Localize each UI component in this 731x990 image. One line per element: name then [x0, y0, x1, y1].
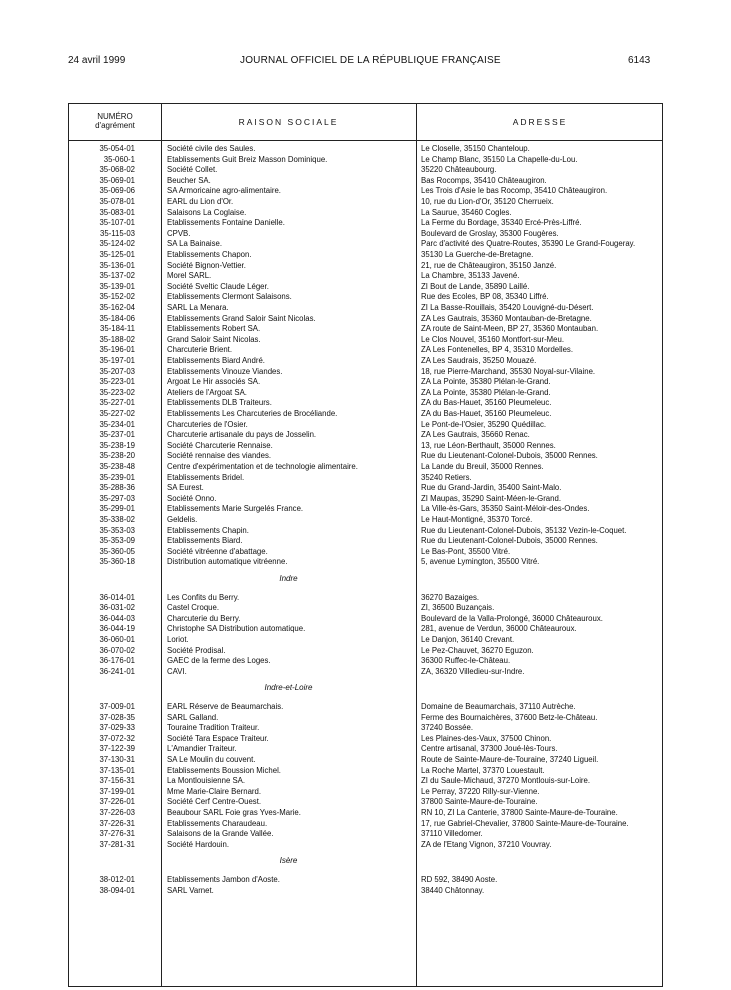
raison-sociale: Castel Croque.: [167, 603, 220, 613]
adresse: Rue du Lieutenant-Colonel-Dubois, 35000 Rennes.: [421, 451, 598, 461]
table-row: [69, 271, 664, 282]
table-row: [69, 430, 664, 441]
adresse: Les Plaines-des-Vaux, 37500 Chinon.: [421, 733, 552, 743]
agrement-number: 37-072-32: [99, 733, 135, 743]
agrement-number: 36-044-03: [99, 613, 135, 623]
agrement-number: 35-227-01: [99, 398, 135, 408]
table-row: [69, 462, 664, 473]
agrement-number: 35-360-05: [99, 546, 135, 556]
adresse: Le Haut-Montigné, 35370 Torcé.: [421, 515, 533, 524]
table-row: [69, 356, 664, 367]
adresse: ZA de l'Etang Vignon, 37210 Vouvray.: [421, 839, 552, 849]
table-row: [69, 377, 664, 388]
table-row: [69, 776, 664, 787]
adresse: RD 592, 38490 Aoste.: [421, 875, 498, 884]
adresse: ZA Les Gautrais, 35660 Renac.: [421, 430, 530, 440]
agrement-number: 37-028-35: [99, 712, 135, 722]
adresse: 37240 Bossée.: [421, 723, 474, 733]
agrement-number: 38-012-01: [99, 875, 135, 884]
raison-sociale: SA Le Moulin du couvent.: [167, 755, 256, 764]
section-title: Indre: [279, 574, 298, 583]
agrement-number: 35-068-02: [99, 165, 135, 175]
raison-sociale: Morel SARL.: [167, 271, 212, 281]
table-row: [69, 388, 664, 399]
agrement-number: 37-130-31: [99, 755, 135, 764]
raison-sociale: Société vitréenne d'abattage.: [167, 546, 268, 556]
raison-sociale: Ateliers de l'Argoat SA.: [167, 387, 247, 397]
table-row: [69, 314, 664, 325]
column-header-raison: RAISON SOCIALE: [238, 117, 339, 127]
adresse: Le Clos Nouvel, 35160 Montfort-sur-Meu.: [421, 334, 565, 344]
table-row: [69, 176, 664, 187]
agrement-number: 35-107-01: [99, 218, 135, 228]
table-row: [69, 229, 664, 240]
raison-sociale: Etablissements Boussion Michel.: [167, 765, 281, 775]
raison-sociale: Charcuterie du Berry.: [167, 613, 241, 623]
adresse: Le Closelle, 35150 Chanteloup.: [421, 144, 530, 153]
adresse: Le Champ Blanc, 35150 La Chapelle-du-Lou.: [421, 154, 578, 164]
table-row: [69, 155, 664, 166]
table-row: [69, 483, 664, 494]
raison-sociale: Charcuteries de l'Osier.: [167, 419, 248, 429]
agrement-number: 35-237-01: [99, 430, 135, 440]
raison-sociale: Charcuterie artisanale du pays de Josselin.: [167, 430, 317, 440]
adresse: ZA Les Saudrais, 35250 Mouazé.: [421, 356, 537, 365]
adresse: Les Trois d'Asie le bas Rocomp, 35410 Châteaugiron.: [421, 186, 608, 196]
adresse: ZI, 36500 Buzançais.: [421, 603, 495, 613]
agrement-number: 37-135-01: [99, 765, 135, 775]
adresse: 17, rue Gabriel-Chevalier, 37800 Sainte-Maure-de-Touraine.: [421, 818, 629, 828]
table-row: [69, 713, 664, 724]
agrement-number: 35-054-01: [99, 144, 135, 153]
adresse: 18, rue Pierre-Marchand, 35530 Noyal-sur-Vilaine.: [421, 366, 596, 376]
table-row: [69, 614, 664, 625]
agrement-number: 37-009-01: [99, 702, 135, 711]
table-row: [69, 646, 664, 657]
adresse: Boulevard de Groslay, 35300 Fougères.: [421, 228, 559, 238]
raison-sociale: Distribution automatique vitréenne.: [167, 557, 288, 567]
raison-sociale: Beucher SA.: [167, 175, 211, 185]
raison-sociale: Etablissements Biard André.: [167, 356, 265, 365]
adresse: 21, rue de Châteaugiron, 35150 Janzé.: [421, 260, 557, 270]
table-row: [69, 250, 664, 261]
table-row: [69, 635, 664, 646]
table-row: [69, 766, 664, 777]
adresse: 13, rue Léon-Berthault, 35000 Rennes.: [421, 440, 556, 450]
agrement-number: 35-125-01: [99, 250, 135, 259]
raison-sociale: Société Hardouin.: [167, 839, 229, 849]
column-header-numero-line1: NUMÉRO: [97, 112, 133, 121]
agrement-number: 37-276-31: [99, 829, 135, 839]
table-row: [69, 208, 664, 219]
table-row: [69, 494, 664, 505]
agrement-number: 35-207-03: [99, 366, 135, 376]
agrement-number: 36-241-01: [99, 666, 135, 676]
agrement-number: 37-281-31: [99, 839, 135, 849]
raison-sociale: EARL du Lion d'Or.: [167, 197, 234, 206]
raison-sociale: Les Confits du Berry.: [167, 592, 240, 602]
adresse: 35220 Châteaubourg.: [421, 165, 497, 175]
table-row: [69, 282, 664, 293]
raison-sociale: Etablissements Grand Saloir Saint Nicolas.: [167, 313, 316, 323]
adresse: ZA Les Fontenelles, BP 4, 35310 Mordelles.: [421, 345, 573, 355]
agrement-number: 37-226-01: [99, 797, 135, 807]
table-row: [69, 667, 664, 678]
raison-sociale: Etablissements Les Charcuteries de Brocéliande.: [167, 409, 338, 418]
table-row: [69, 473, 664, 484]
agrement-number: 37-029-33: [99, 723, 135, 733]
table-row: [69, 398, 664, 409]
agrement-number: 35-136-01: [99, 260, 135, 270]
adresse: La Chambre, 35133 Javené.: [421, 271, 520, 281]
table-row: [69, 165, 664, 176]
adresse: ZA du Bas-Hauet, 35160 Pleumeleuc.: [421, 409, 552, 418]
table-row: [69, 744, 664, 755]
agrement-number: 35-297-03: [99, 493, 135, 503]
table-row: [69, 441, 664, 452]
agrement-number: 36-014-01: [99, 592, 135, 602]
adresse: 36270 Bazaiges.: [421, 592, 480, 602]
table-row: [69, 324, 664, 335]
adresse: La Roche Martel, 37370 Louestault.: [421, 765, 545, 775]
table-row: [69, 526, 664, 537]
table-row: [69, 547, 664, 558]
agrement-number: 35-227-02: [99, 409, 135, 418]
table-row: [69, 808, 664, 819]
agrement-number: 36-031-02: [99, 603, 135, 613]
agrement-number: 36-176-01: [99, 656, 135, 666]
agrement-number: 36-044-19: [99, 624, 135, 634]
agrement-number: 37-226-03: [99, 808, 135, 817]
agrement-number: 35-115-03: [100, 228, 135, 238]
table-row: [69, 840, 664, 851]
agrement-number: 35-299-01: [99, 504, 135, 514]
agrement-number: 37-199-01: [99, 786, 135, 796]
adresse: Rue des Ecoles, BP 08, 35340 Liffré.: [421, 292, 549, 302]
raison-sociale: Etablissements Fontaine Danielle.: [167, 218, 285, 228]
raison-sociale: Etablissements Biard.: [167, 536, 243, 546]
page-number: 6143: [628, 55, 651, 66]
adresse: Centre artisanal, 37300 Joué-lès-Tours.: [421, 744, 558, 754]
column-header-numero: [69, 112, 161, 130]
adresse: Boulevard de la Valla-Prolongé, 36000 Châteauroux.: [421, 613, 603, 623]
adresse: La Ferme du Bordage, 35340 Ercé-Près-Liffré.: [421, 218, 582, 228]
agrement-number: 35-238-48: [99, 462, 135, 471]
table-row: [69, 624, 664, 635]
adresse: Le Bas-Pont, 35500 Vitré.: [421, 546, 511, 556]
adresse: La Lande du Breuil, 35000 Rennes.: [421, 462, 544, 471]
agrement-number: 35-223-01: [99, 377, 135, 387]
raison-sociale: Société Cerf Centre-Ouest.: [167, 797, 262, 807]
table-row: [69, 755, 664, 766]
raison-sociale: Etablissements Charaudeau.: [167, 818, 268, 828]
raison-sociale: L'Amandier Traiteur.: [167, 744, 237, 754]
adresse: Ferme des Bournaichères, 37600 Betz-le-Château.: [421, 712, 598, 722]
raison-sociale: SA Armoricaine agro-alimentaire.: [167, 186, 281, 196]
agrement-number: 35-353-03: [99, 525, 135, 535]
adresse: ZA La Pointe, 35380 Plélan-le-Grand.: [421, 377, 551, 387]
adresse: ZA, 36320 Villedieu-sur-Indre.: [421, 666, 525, 676]
raison-sociale: Salaisons de la Grande Vallée.: [167, 829, 274, 839]
table-row: [69, 797, 664, 808]
raison-sociale: Société Tara Espace Traiteur.: [167, 733, 269, 743]
journal-title: JOURNAL OFFICIEL DE LA RÉPUBLIQUE FRANÇAISE: [240, 55, 501, 66]
adresse: ZA route de Saint-Meen, BP 27, 35360 Montauban.: [421, 324, 599, 334]
raison-sociale: GAEC de la ferme des Loges.: [167, 656, 271, 666]
table-row: [69, 603, 664, 614]
raison-sociale: Centre d'expérimentation et de technologie alimentaire.: [167, 462, 358, 471]
adresse: 36300 Ruffec-le-Château.: [421, 656, 511, 666]
adresse: ZI du Saule-Michaud, 37270 Montlouis-sur-Loire.: [421, 776, 591, 786]
agrement-number: 35-184-06: [99, 313, 135, 323]
agrement-number: 35-288-36: [99, 483, 135, 493]
adresse: 35240 Retiers.: [421, 472, 472, 482]
raison-sociale: Société Onno.: [167, 493, 217, 503]
agrement-number: 35-238-20: [99, 451, 135, 461]
adresse: La Ville-ès-Gars, 35350 Saint-Méloir-des-Ondes.: [421, 504, 590, 514]
agrement-number: 35-078-01: [99, 197, 135, 206]
agrement-number: 35-162-04: [99, 303, 135, 312]
table-row: [69, 292, 664, 303]
raison-sociale: Société rennaise des viandes.: [167, 451, 272, 461]
table-row: [69, 239, 664, 250]
agrement-number: 35-139-01: [99, 281, 135, 291]
adresse: ZA du Bas-Hauet, 35160 Pleumeleuc.: [421, 398, 552, 408]
raison-sociale: Argoat Le Hir associés SA.: [167, 377, 261, 387]
raison-sociale: Christophe SA Distribution automatique.: [167, 624, 306, 634]
agrement-number: 35-069-06: [99, 186, 135, 196]
agrement-number: 35-188-02: [99, 334, 135, 344]
adresse: 281, avenue de Verdun, 36000 Châteauroux.: [421, 624, 577, 634]
raison-sociale: Société Bignon-Vettier.: [167, 260, 246, 270]
agrement-number: 35-223-02: [99, 387, 135, 397]
table-row: [69, 504, 664, 515]
adresse: ZI Bout de Lande, 35890 Laillé.: [421, 281, 530, 291]
raison-sociale: Société Charcuterie Rennaise.: [167, 440, 273, 450]
table-row: [69, 886, 664, 897]
adresse: Le Pont-de-l'Osier, 35290 Quédillac.: [421, 419, 547, 429]
raison-sociale: SA Eurest.: [167, 483, 204, 493]
adresse: 35130 La Guerche-de-Bretagne.: [421, 250, 534, 259]
agrement-number: 35-184-11: [100, 324, 135, 334]
adresse: 37110 Villedomer.: [421, 829, 483, 839]
table-row: [69, 593, 664, 604]
table-row: [69, 420, 664, 431]
agrement-number: 35-234-01: [99, 419, 135, 429]
agrement-number: 35-353-09: [99, 536, 135, 546]
header-date: 24 avril 1999: [68, 55, 126, 66]
raison-sociale: Société Sveltic Claude Léger.: [167, 281, 269, 291]
table-row: [69, 335, 664, 346]
adresse: ZA La Pointe, 35380 Plélan-le-Grand.: [421, 387, 551, 397]
agrement-number: 35-239-01: [99, 472, 135, 482]
raison-sociale: SARL Varnet.: [167, 885, 214, 895]
raison-sociale: SARL La Menara.: [167, 303, 229, 312]
table-row: [69, 261, 664, 272]
raison-sociale: Etablissements DLB Traiteurs.: [167, 398, 272, 408]
adresse: Le Danjon, 36140 Crevant.: [421, 635, 515, 644]
adresse: La Saurue, 35460 Cogles.: [421, 207, 512, 217]
raison-sociale: Société civile des Saules.: [167, 144, 256, 153]
table-row: [69, 734, 664, 745]
agrement-number: 35-124-02: [99, 239, 135, 249]
adresse: 5, avenue Lymington, 35500 Vitré.: [421, 557, 540, 567]
raison-sociale: Etablissements Chapon.: [167, 250, 252, 259]
raison-sociale: EARL Réserve de Beaumarchais.: [167, 702, 284, 711]
table-row: [69, 819, 664, 830]
raison-sociale: Etablissements Chapin.: [167, 525, 249, 535]
column-header-adresse: ADRESSE: [512, 117, 568, 127]
table-row: [69, 557, 664, 568]
adresse: 10, rue du Lion-d'Or, 35120 Cherrueix.: [421, 197, 554, 206]
raison-sociale: Etablissements Vinouze Viandes.: [167, 366, 283, 376]
raison-sociale: Grand Saloir Saint Nicolas.: [167, 334, 261, 344]
table-row: [69, 787, 664, 798]
raison-sociale: Mme Marie-Claire Bernard.: [167, 786, 262, 796]
table-row: [69, 515, 664, 526]
agrement-number: 35-137-02: [99, 271, 135, 281]
table-row: [69, 303, 664, 314]
adresse: Rue du Lieutenant-Colonel-Dubois, 35132 Vezin-le-Coquet.: [421, 525, 627, 535]
table-row: [69, 345, 664, 356]
adresse: Rue du Lieutenant-Colonel-Dubois, 35000 Rennes.: [421, 536, 598, 546]
agrement-number: 35-360-18: [99, 557, 135, 567]
table-row: [69, 409, 664, 420]
adresse: Rue du Grand-Jardin, 35400 Saint-Malo.: [421, 483, 562, 493]
table-row: [69, 536, 664, 547]
table-row: [69, 144, 664, 155]
table-row: [69, 723, 664, 734]
agrement-number: 35-238-19: [99, 440, 135, 450]
agrement-number: 38-094-01: [99, 885, 135, 895]
raison-sociale: CAVI.: [167, 666, 187, 676]
raison-sociale: CPVB.: [167, 228, 191, 238]
header-rule: [69, 140, 662, 141]
table-row: [69, 451, 664, 462]
adresse: Le Pez-Chauvet, 36270 Eguzon.: [421, 645, 534, 655]
raison-sociale: Salaisons La Coglaise.: [167, 207, 247, 217]
raison-sociale: Etablissements Marie Surgelés France.: [167, 504, 304, 514]
raison-sociale: Geldelis.: [167, 515, 198, 524]
adresse: Bas Rocomps, 35410 Châteaugiron.: [421, 175, 547, 185]
agrement-number: 35-060-1: [103, 154, 135, 164]
adresse: Domaine de Beaumarchais, 37110 Autrèche.: [421, 702, 576, 711]
agrement-number: 35-083-01: [99, 207, 135, 217]
raison-sociale: Etablissements Robert SA.: [167, 324, 261, 334]
table-row: [69, 829, 664, 840]
adresse: 38440 Châtonnay.: [421, 885, 485, 895]
table-row: [69, 197, 664, 208]
adresse: ZA Les Gautrais, 35360 Montauban-de-Bretagne.: [421, 313, 592, 323]
table-row: [69, 875, 664, 886]
table-row: [69, 367, 664, 378]
raison-sociale: Etablissements Clermont Salaisons.: [167, 292, 292, 302]
column-header-numero-line2: d'agrément: [95, 121, 135, 130]
section-title: Indre-et-Loire: [264, 683, 313, 693]
raison-sociale: La Montlouisienne SA.: [167, 776, 246, 786]
raison-sociale: Etablissements Jambon d'Aoste.: [167, 875, 280, 884]
table-row: [69, 186, 664, 197]
raison-sociale: Société Collet.: [167, 165, 218, 175]
raison-sociale: SA La Bainaise.: [167, 239, 223, 249]
table-row: [69, 656, 664, 667]
raison-sociale: Etablissements Bridel.: [167, 472, 245, 482]
raison-sociale: Charcuterie Brient.: [167, 345, 233, 355]
agrement-number: 35-152-02: [99, 292, 135, 302]
agrement-number: 37-122-39: [99, 744, 135, 754]
raison-sociale: Loriot.: [167, 635, 189, 644]
agrement-number: 35-338-02: [99, 515, 135, 524]
raison-sociale: Société Prodisal.: [167, 645, 226, 655]
table-row: [69, 218, 664, 229]
agrement-number: 37-156-31: [99, 776, 135, 786]
adresse: Parc d'activité des Quatre-Routes, 35390 Le Grand-Fougeray.: [421, 239, 636, 249]
agrement-number: 36-070-02: [99, 645, 135, 655]
adresse: Route de Sainte-Maure-de-Touraine, 37240 Ligueil.: [421, 755, 599, 764]
adresse: ZI Maupas, 35290 Saint-Méen-le-Grand.: [421, 493, 561, 503]
adresse: 37800 Sainte-Maure-de-Touraine.: [421, 797, 538, 807]
agrement-number: 35-069-01: [99, 175, 135, 185]
adresse: ZI La Basse-Rouillais, 35420 Louvigné-du-Désert.: [421, 303, 594, 312]
adresse: RN 10, ZI La Canterie, 37800 Sainte-Maure-de-Touraine.: [421, 808, 618, 817]
raison-sociale: SARL Galland.: [167, 712, 219, 722]
raison-sociale: Beaubour SARL Foie gras Yves-Marie.: [167, 808, 301, 817]
raison-sociale: Touraine Tradition Traiteur.: [167, 723, 260, 733]
agrement-number: 35-197-01: [99, 356, 135, 365]
table-row: [69, 702, 664, 713]
raison-sociale: Etablissements Guit Breiz Masson Dominique.: [167, 154, 328, 164]
adresse: Le Perray, 37220 Rilly-sur-Vienne.: [421, 786, 540, 796]
agrement-number: 35-196-01: [99, 345, 135, 355]
agrement-table: [68, 103, 663, 987]
section-title: Isère: [279, 856, 298, 866]
agrement-number: 37-226-31: [99, 818, 135, 828]
agrement-number: 36-060-01: [99, 635, 135, 644]
